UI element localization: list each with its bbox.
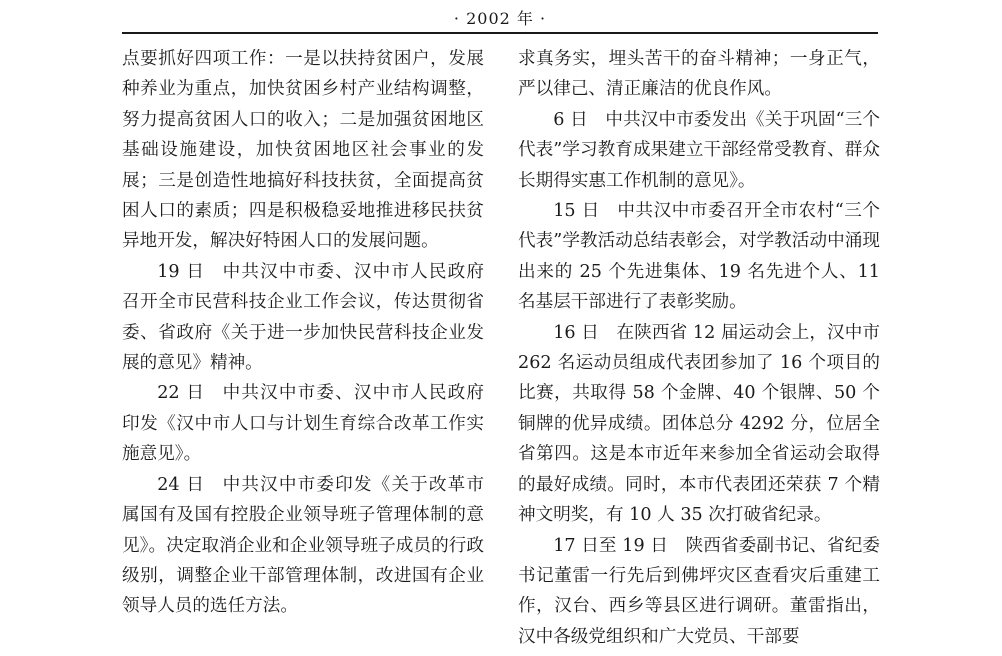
paragraph-text: 中共汉中市委、汉中市人民政府召开全市民营科技企业工作会议，传达贯彻省委、省政府《关于进一步加快民营科技企业发展的意见》精神。 [122, 261, 484, 374]
entry-date: 24 日 [157, 474, 206, 495]
paragraph-continuation [518, 44, 880, 105]
paragraph-text: 在陕西省 12 届运动会上，汉中市 262 名运动员组成代表团参加了 16 个项目的比赛，共取得 58 个金牌、40 个银牌、50 个铜牌的优异成绩。团体总分 4292 分，位居全省第四。这是本市近年来参加全省运动会取得的最好成绩。同时，本市代表团还荣获 7 个精神文明奖，有 10 人 35 次打破省纪录。 [518, 322, 880, 526]
entry-date: 16 日 [553, 322, 599, 343]
entry-paragraph [518, 318, 880, 531]
paragraph-text: 中共汉中市委、汉中市人民政府印发《汉中市人口与计划生育综合改革工作实施意见》。 [122, 383, 484, 465]
paragraph-text: 中共汉中市委召开全市农村“三个代表”学教活动总结表彰会，对学教活动中涌现出来的 25 个先进集体、19 名先进个人、11 名基层干部进行了表彰奖励。 [518, 201, 881, 313]
entry-paragraph [518, 531, 880, 653]
running-header: · 2002 年 · [453, 9, 547, 28]
entry-paragraph [122, 257, 484, 379]
paragraph-text: 中共汉中市委发出《关于巩固“三个代表”学习教育成果建立干部经常受教育、群众长期得实惠工作机制的意见》。 [518, 109, 880, 191]
right-column [518, 44, 880, 652]
entry-paragraph [518, 105, 880, 196]
header-rule [122, 32, 878, 34]
entry-paragraph [518, 196, 880, 318]
paragraph-text: 求真务实，埋头苦干的奋斗精神；一身正气，严以律己、清正廉洁的优良作风。 [518, 49, 880, 100]
paragraph-text: 中共汉中市委印发《关于改革市属国有及国有控股企业领导班子管理体制的意见》。决定取消企业和企业领导班子成员的行政级别，调整企业干部管理体制，改进国有企业领导人员的选任方法。 [122, 474, 484, 617]
paragraph-continuation [122, 44, 484, 257]
left-column [122, 44, 484, 622]
entry-date: 22 日 [157, 383, 206, 404]
entry-date: 19 日 [157, 261, 206, 282]
entry-paragraph [122, 470, 484, 622]
paragraph-text: 点要抓好四项工作：一是以扶持贫困户，发展种养业为重点，加快贫困乡村产业结构调整，努力提高贫困人口的收入；二是加强贫困地区基础设施建设，加快贫困地区社会事业的发展；三是创造性地搞好科技扶贫，全面提高贫困人口的素质；四是积极稳妥地推进移民扶贫异地开发，解决好特困人口的发展问题。 [122, 49, 484, 252]
entry-date: 6 日 [553, 109, 588, 130]
entry-date: 17 日至 19 日 [553, 535, 669, 556]
paragraph-text: 陕西省委副书记、省纪委书记董雷一行先后到佛坪灾区查看灾后重建工作，汉台、西乡等县区进行调研。董雷指出，汉中各级党组织和广大党员、干部要 [518, 535, 880, 647]
entry-date: 15 日 [553, 201, 600, 222]
entry-paragraph [122, 378, 484, 469]
